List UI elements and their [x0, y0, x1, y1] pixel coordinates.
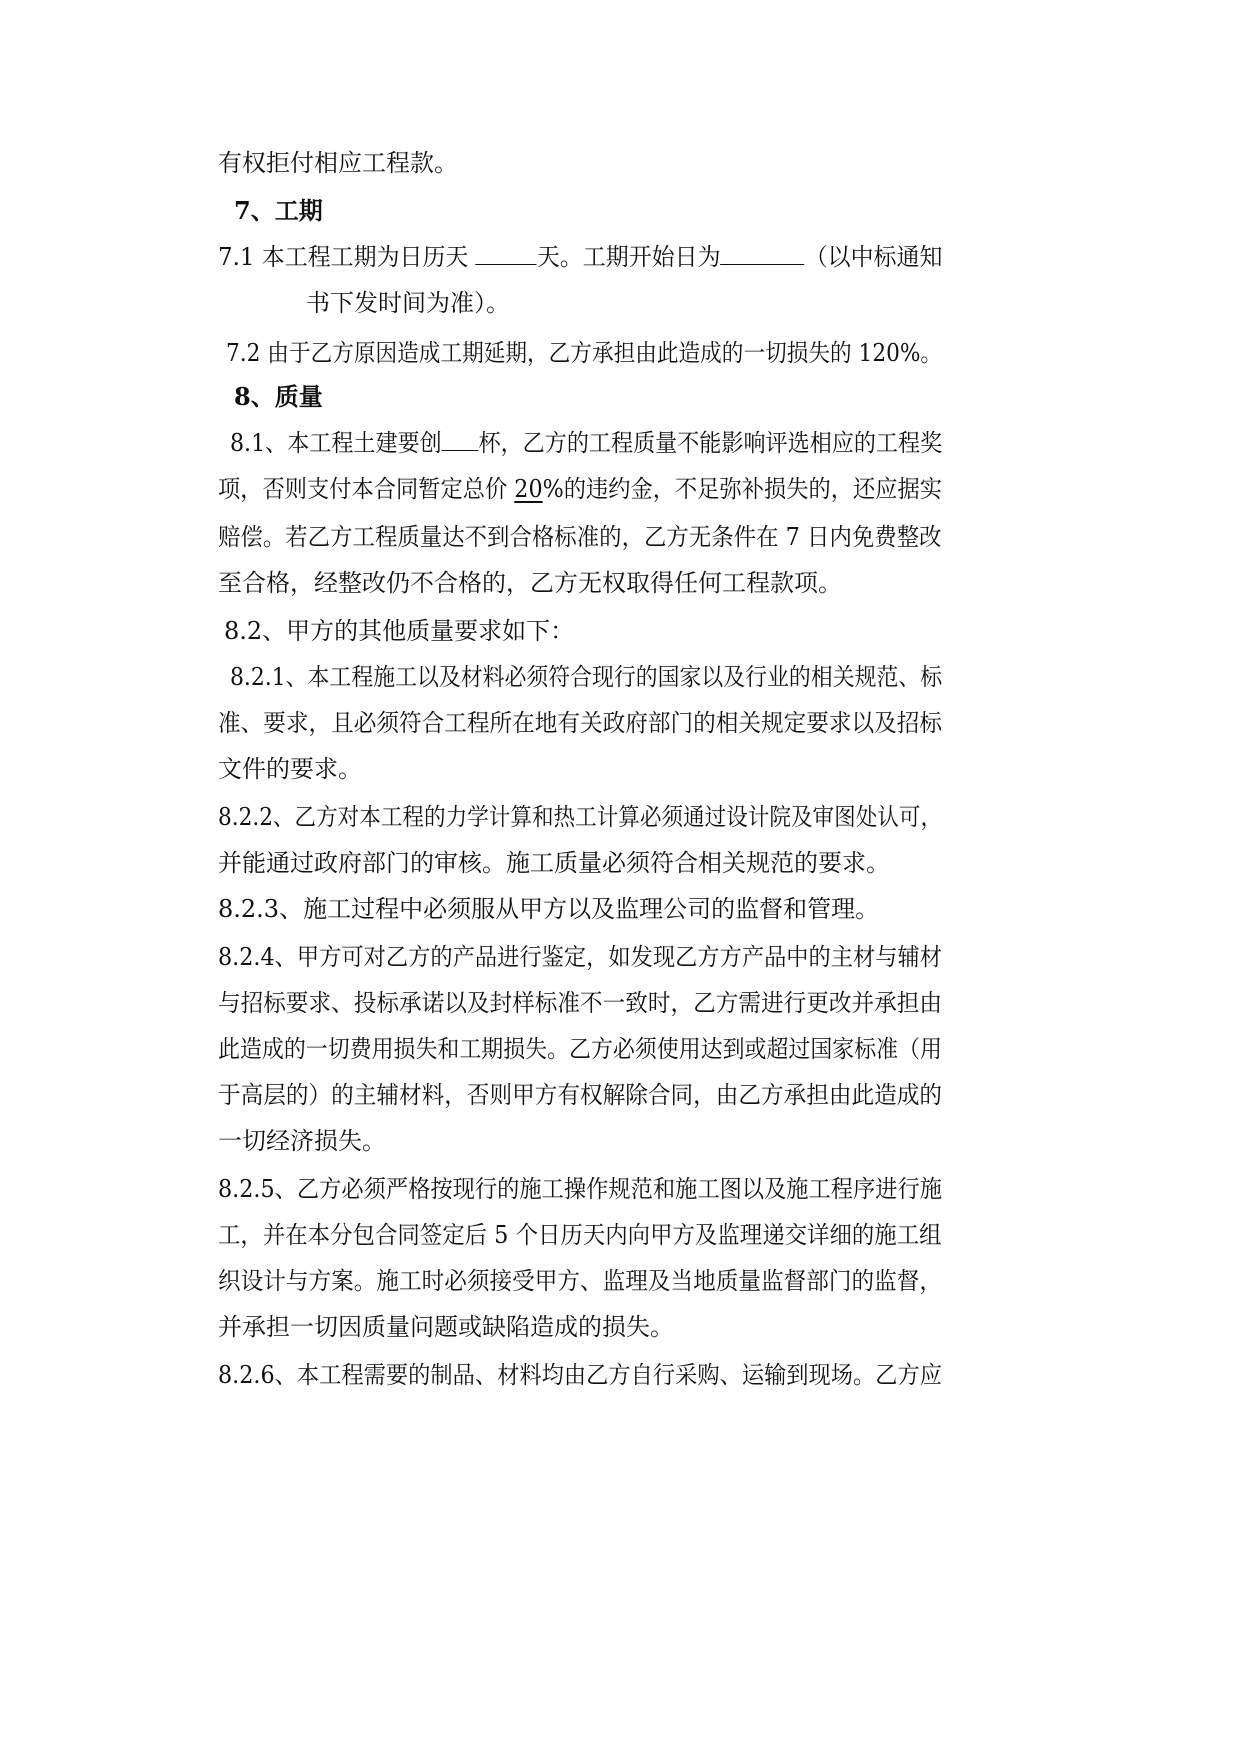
- text: 一切经济损失。: [218, 1127, 386, 1155]
- text: 工，并在本分包合同签定后 5 个日历天内向甲方及监理递交详细的施工组: [218, 1221, 942, 1249]
- clause-7-1: [218, 242, 942, 272]
- paragraph-line: [218, 474, 942, 504]
- clause-7-2: [226, 338, 942, 368]
- text: 8.2.3、施工过程中必须服从甲方以及监理公司的监督和管理。: [218, 895, 880, 923]
- text: %的违约金，不足弥补损失的，还应据实: [542, 475, 942, 503]
- text: 并承担一切因质量问题或缺陷造成的损失。: [218, 1313, 674, 1341]
- text: 有权拒付相应工程款。: [218, 149, 458, 177]
- paragraph-line: [218, 1034, 942, 1064]
- text: 赔偿。若乙方工程质量达不到合格标准的，乙方无条件在 7 日内免费整改: [218, 523, 942, 551]
- section-heading-7: [234, 196, 323, 226]
- paragraph-line: [218, 1126, 386, 1156]
- blank-field: [476, 242, 537, 265]
- section-heading-8: [234, 382, 323, 412]
- text: 书下发时间为准）。: [306, 289, 510, 317]
- paragraph-line: [218, 754, 362, 784]
- paragraph-line: [218, 148, 458, 178]
- text: 8.2.5、乙方必须严格按现行的施工操作规范和施工图以及施工程序进行施: [218, 1175, 943, 1203]
- text: 8.2.4、甲方可对乙方的产品进行鉴定，如发现乙方方产品中的主材与辅材: [218, 943, 943, 971]
- clause-8-2-1: [230, 662, 942, 692]
- paragraph-line: [218, 1312, 674, 1342]
- text: 文件的要求。: [218, 755, 362, 783]
- text: 并能通过政府部门的审核。施工质量必须符合相关规范的要求。: [218, 849, 890, 877]
- text: 8.2、甲方的其他质量要求如下：: [224, 617, 575, 645]
- text: 天。工期开始日为: [536, 243, 721, 271]
- clause-8-2: [224, 616, 574, 646]
- paragraph-line: [218, 848, 890, 878]
- text: 准、要求，且必须符合工程所在地有关政府部门的相关规定要求以及招标: [218, 709, 942, 737]
- clause-8-2-6: [218, 1360, 942, 1390]
- paragraph-line: [218, 568, 842, 598]
- text: 8.1、本工程土建要创: [230, 429, 442, 457]
- paragraph-line: [218, 1080, 942, 1110]
- text: 8.2.1、本工程施工以及材料必须符合现行的国家以及行业的相关规范、标: [230, 663, 943, 691]
- paragraph-line: [218, 988, 942, 1018]
- text: （以中标通知: [804, 243, 943, 271]
- clause-8-2-2: [218, 802, 942, 832]
- blank-field: [721, 242, 805, 265]
- blank-field: [442, 428, 479, 451]
- text: 于高层的）的主辅材料，否则甲方有权解除合同，由乙方承担由此造成的: [218, 1081, 942, 1109]
- text: 项，否则支付本合同暂定总价: [218, 475, 515, 503]
- paragraph-line: [218, 708, 942, 738]
- text: 此造成的一切费用损失和工期损失。乙方必须使用达到或超过国家标准（用: [218, 1035, 942, 1063]
- underlined-value: 20: [514, 475, 543, 503]
- text: 8.2.2、乙方对本工程的力学计算和热工计算必须通过设计院及审图处认可，: [218, 803, 943, 831]
- text: 至合格，经整改仍不合格的，乙方无权取得任何工程款项。: [218, 569, 842, 597]
- paragraph-line: [218, 522, 942, 552]
- paragraph-line: [306, 288, 510, 318]
- clause-8-2-5: [218, 1174, 942, 1204]
- text: 与招标要求、投标承诺以及封样标准不一致时，乙方需进行更改并承担由: [218, 989, 942, 1017]
- clause-8-2-4: [218, 942, 942, 972]
- text: 8.2.6、本工程需要的制品、材料均由乙方自行采购、运输到现场。乙方应: [218, 1361, 943, 1389]
- paragraph-line: [218, 1266, 942, 1296]
- heading-text: 8、质量: [234, 382, 323, 411]
- text: 杯，乙方的工程质量不能影响评选相应的工程奖: [478, 429, 943, 457]
- text: 7.2 由于乙方原因造成工期延期，乙方承担由此造成的一切损失的 120%。: [226, 339, 943, 367]
- text: 织设计与方案。施工时必须接受甲方、监理及当地质量监督部门的监督，: [218, 1267, 942, 1295]
- clause-8-2-3: [218, 894, 879, 924]
- text: 7.1 本工程工期为日历天: [218, 243, 476, 271]
- clause-8-1: [230, 428, 942, 458]
- heading-text: 7、工期: [234, 196, 323, 225]
- paragraph-line: [218, 1220, 942, 1250]
